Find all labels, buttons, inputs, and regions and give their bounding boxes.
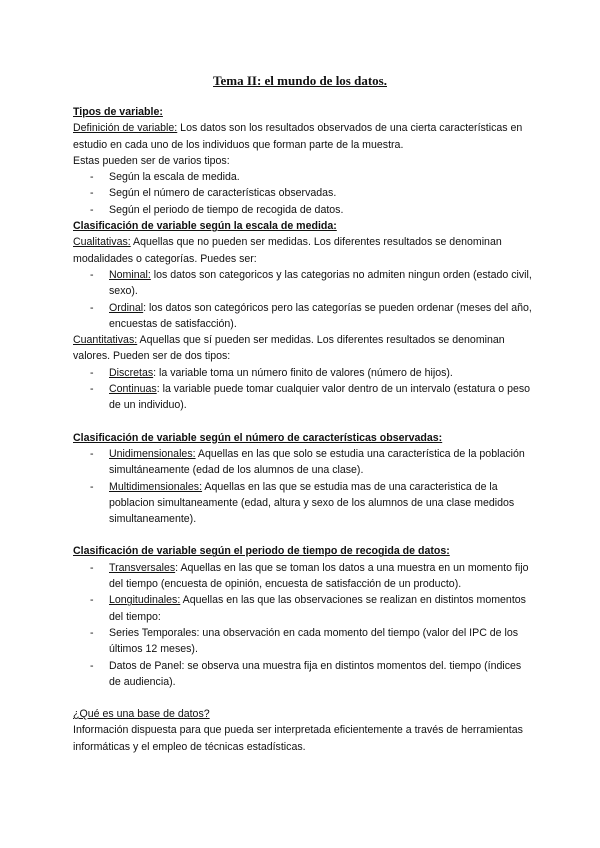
list-item <box>73 658 533 691</box>
definicion-label: Definición de variable: <box>73 122 178 135</box>
spacer <box>73 414 533 430</box>
periodo-list <box>73 560 533 690</box>
numero-list <box>73 446 533 527</box>
item-text: Aquellas en las que las observaciones se realizan en distintos momentos del tiempo: <box>109 594 526 623</box>
item-label: Longitudinales: <box>109 594 181 607</box>
tipos-heading: Tipos de variable: <box>73 106 163 118</box>
document-body <box>73 104 533 755</box>
item-label: Ordinal <box>109 301 144 314</box>
list-item <box>73 446 533 479</box>
list-item <box>73 479 533 528</box>
cualitativas-text: Aquellas que no pueden ser medidas. Los diferentes resultados se denominan modalidades o categorías. Puedes ser: <box>73 236 502 265</box>
tipos-intro: Estas pueden ser de varios tipos: <box>73 154 230 167</box>
item-text: los datos son categoricos y las categorias no admiten ningun orden (estado civil, sexo). <box>109 268 532 298</box>
cualitativas-paragraph <box>73 234 533 267</box>
item-label: Multidimensionales: <box>109 480 203 493</box>
item-text: : la variable toma un número finito de valores (número de hijos). <box>153 366 453 379</box>
item-label: Continuas <box>109 383 157 396</box>
definicion-paragraph <box>73 120 533 153</box>
item-text: Aquellas en las que solo se estudia una característica de la población simultáneamente (edad de los alumnos de una clase). <box>109 447 525 477</box>
base-text: Información dispuesta para que pueda ser interpretada eficientemente a través de herramientas informáticas y el empleo de técnicas estadísticas. <box>73 724 523 753</box>
item-text: Aquellas en las que se estudia mas de una caracteristica de la poblacion simultaneamente (edad, altura y sexo de los alumnos de una clase medidos simultaneamente). <box>109 480 515 526</box>
cuantitativas-paragraph <box>73 332 533 365</box>
list-item <box>73 625 533 658</box>
cuantitativas-list <box>73 365 533 414</box>
item-text: Datos de Panel: se observa una muestra fija en distintos momentos del. tiempo (índices de audiencia). <box>109 659 522 688</box>
cualitativas-label: Cualitativas: <box>73 236 131 249</box>
item-text: Series Temporales: una observación en cada momento del tiempo (valor del IPC de los últimos 12 meses). <box>109 626 519 656</box>
definicion-text: Los datos son los resultados observados de una cierta características en estudio en cada uno de los individuos que forman parte de la muestra. <box>73 122 523 151</box>
list-item <box>73 267 533 300</box>
cuantitativas-label: Cuantitativas: <box>73 334 138 347</box>
periodo-heading: Clasificación de variable según el periodo de tiempo de recogida de datos: <box>73 545 450 558</box>
list-item: - Según la escala de medida. <box>73 169 533 185</box>
list-item: - Según el número de características observadas. <box>73 185 533 201</box>
item-label: Nominal: <box>109 268 151 281</box>
item-text: : los datos son categóricos pero las categorías se pueden ordenar (meses del año, encuestas de satisfacción). <box>109 301 532 330</box>
spacer <box>73 527 533 543</box>
list-item <box>73 381 533 414</box>
list-item <box>73 300 533 333</box>
item-text: : Aquellas en las que se toman los datos a una muestra en un momento fijo del tiempo (encuesta de opinión, encuesta de satisfacción de un producto). <box>109 561 529 591</box>
list-item <box>73 560 533 593</box>
tipos-list <box>73 169 533 218</box>
spacer <box>73 690 533 706</box>
list-item <box>73 592 533 625</box>
cuantitativas-text: Aquellas que sí pueden ser medidas. Los diferentes resultados se denominan valores. Pueden ser de dos tipos: <box>73 334 505 363</box>
escala-heading: Clasificación de variable según la escala de medida: <box>73 220 337 233</box>
item-label: Discretas <box>109 366 154 379</box>
item-text: : la variable puede tomar cualquier valor dentro de un intervalo (estatura o peso de un individuo). <box>109 383 531 412</box>
cualitativas-list <box>73 267 533 332</box>
page-title: Tema II: el mundo de los datos. <box>213 73 387 88</box>
base-heading: ¿Qué es una base de datos? <box>73 708 210 721</box>
list-item: - Según el periodo de tiempo de recogida de datos. <box>73 202 533 218</box>
item-label: Transversales <box>109 561 176 574</box>
numero-heading: Clasificación de variable según el número de características observadas: <box>73 431 443 444</box>
item-label: Unidimensionales: <box>109 447 196 460</box>
list-item <box>73 365 533 381</box>
